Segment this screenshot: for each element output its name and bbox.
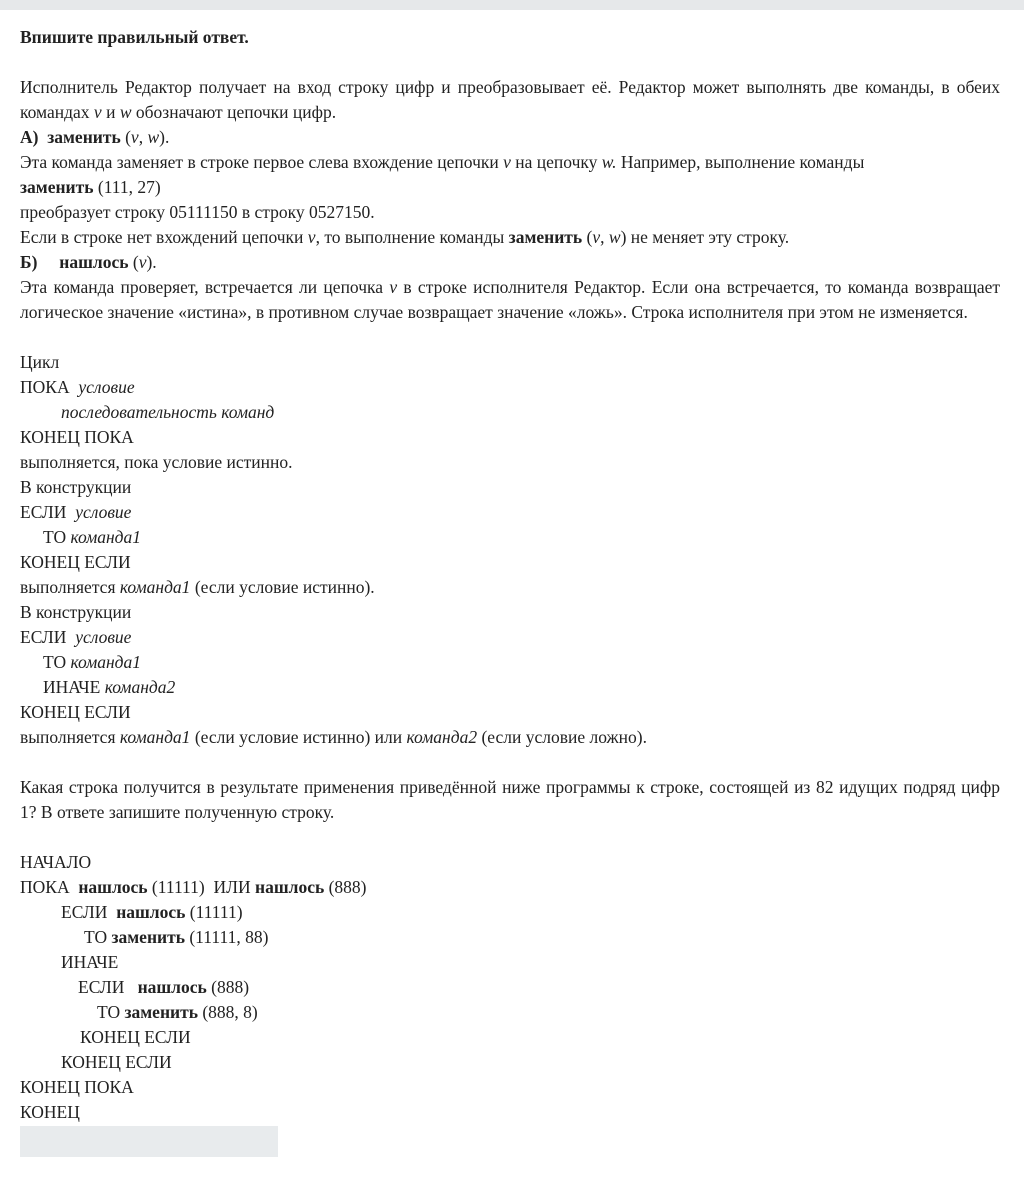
loop-title: Цикл <box>20 352 60 372</box>
if1-if-line: ЕСЛИ условие <box>20 502 132 522</box>
program-if2-line: ЕСЛИ нашлось (888) <box>78 977 250 997</box>
loop-body-line: последовательность команд <box>61 402 275 422</box>
program-if1-line: ЕСЛИ нашлось (11111) <box>61 902 243 922</box>
program-then1-line: ТО заменить (11111, 88) <box>84 927 269 947</box>
answer-input[interactable] <box>20 1126 278 1157</box>
if2-end-line: КОНЕЦ ЕСЛИ <box>20 702 131 722</box>
loop-description: выполняется, пока условие истинно. <box>20 452 293 472</box>
top-bar <box>0 0 1024 10</box>
if2-if-line: ЕСЛИ условие <box>20 627 132 647</box>
command-a-example-result: преобразует строку 05111150 в строку 0527150. <box>20 202 375 222</box>
command-a-note: Если в строке нет вхождений цепочки v, то выполнение команды заменить (v, w) не меняет эту строку. <box>20 227 790 247</box>
if1-then-line: ТО команда1 <box>43 527 142 547</box>
if1-end-line: КОНЕЦ ЕСЛИ <box>20 552 131 572</box>
instruction: Впишите правильный ответ. <box>20 27 249 47</box>
if1-description: выполняется команда1 (если условие истинно). <box>20 577 375 597</box>
command-a-header: А) заменить (v, w). <box>20 127 170 147</box>
if2-else-line: ИНАЧЕ команда2 <box>43 677 176 697</box>
question-text: Какая строка получится в результате применения приведённой ниже программы к строке, состоящей из 82 идущих подряд цифр 1? В ответе запишите полученную строку. <box>20 777 1000 822</box>
if2-intro: В конструкции <box>20 602 132 622</box>
program-end-if-inner: КОНЕЦ ЕСЛИ <box>80 1027 191 1047</box>
if1-intro: В конструкции <box>20 477 132 497</box>
if2-then-line: ТО команда1 <box>43 652 142 672</box>
program-begin: НАЧАЛО <box>20 852 92 872</box>
intro-paragraph: Исполнитель Редактор получает на вход строку цифр и преобразовывает её. Редактор может выполнять две команды, в обеих командах v и w обозначают цепочки цифр. <box>20 77 1000 122</box>
command-b-description: Эта команда проверяет, встречается ли цепочка v в строке исполнителя Редактор. Если она встречается, то команда возвращает логическое значение «истина», в противном случае возвращает значение «ложь». Строка исполнителя при этом не изменяется. <box>20 277 1001 322</box>
program-else-line: ИНАЧЕ <box>61 952 119 972</box>
program-while-line: ПОКА нашлось (11111) ИЛИ нашлось (888) <box>20 877 367 897</box>
loop-end-line: КОНЕЦ ПОКА <box>20 427 134 447</box>
loop-while-line: ПОКА условие <box>20 377 135 397</box>
program-end-while: КОНЕЦ ПОКА <box>20 1077 134 1097</box>
program-end: КОНЕЦ <box>20 1102 80 1122</box>
program-end-if-outer: КОНЕЦ ЕСЛИ <box>61 1052 172 1072</box>
if2-description: выполняется команда1 (если условие истинно) или команда2 (если условие ложно). <box>20 727 647 747</box>
task-content <box>20 25 1000 1125</box>
command-b-header: Б) нашлось (v). <box>20 252 157 272</box>
command-a-description: Эта команда заменяет в строке первое слева вхождение цепочки v на цепочку w. Например, выполнение команды <box>20 152 865 172</box>
program-then2-line: ТО заменить (888, 8) <box>97 1002 258 1022</box>
command-a-example: заменить (111, 27) <box>20 177 161 197</box>
